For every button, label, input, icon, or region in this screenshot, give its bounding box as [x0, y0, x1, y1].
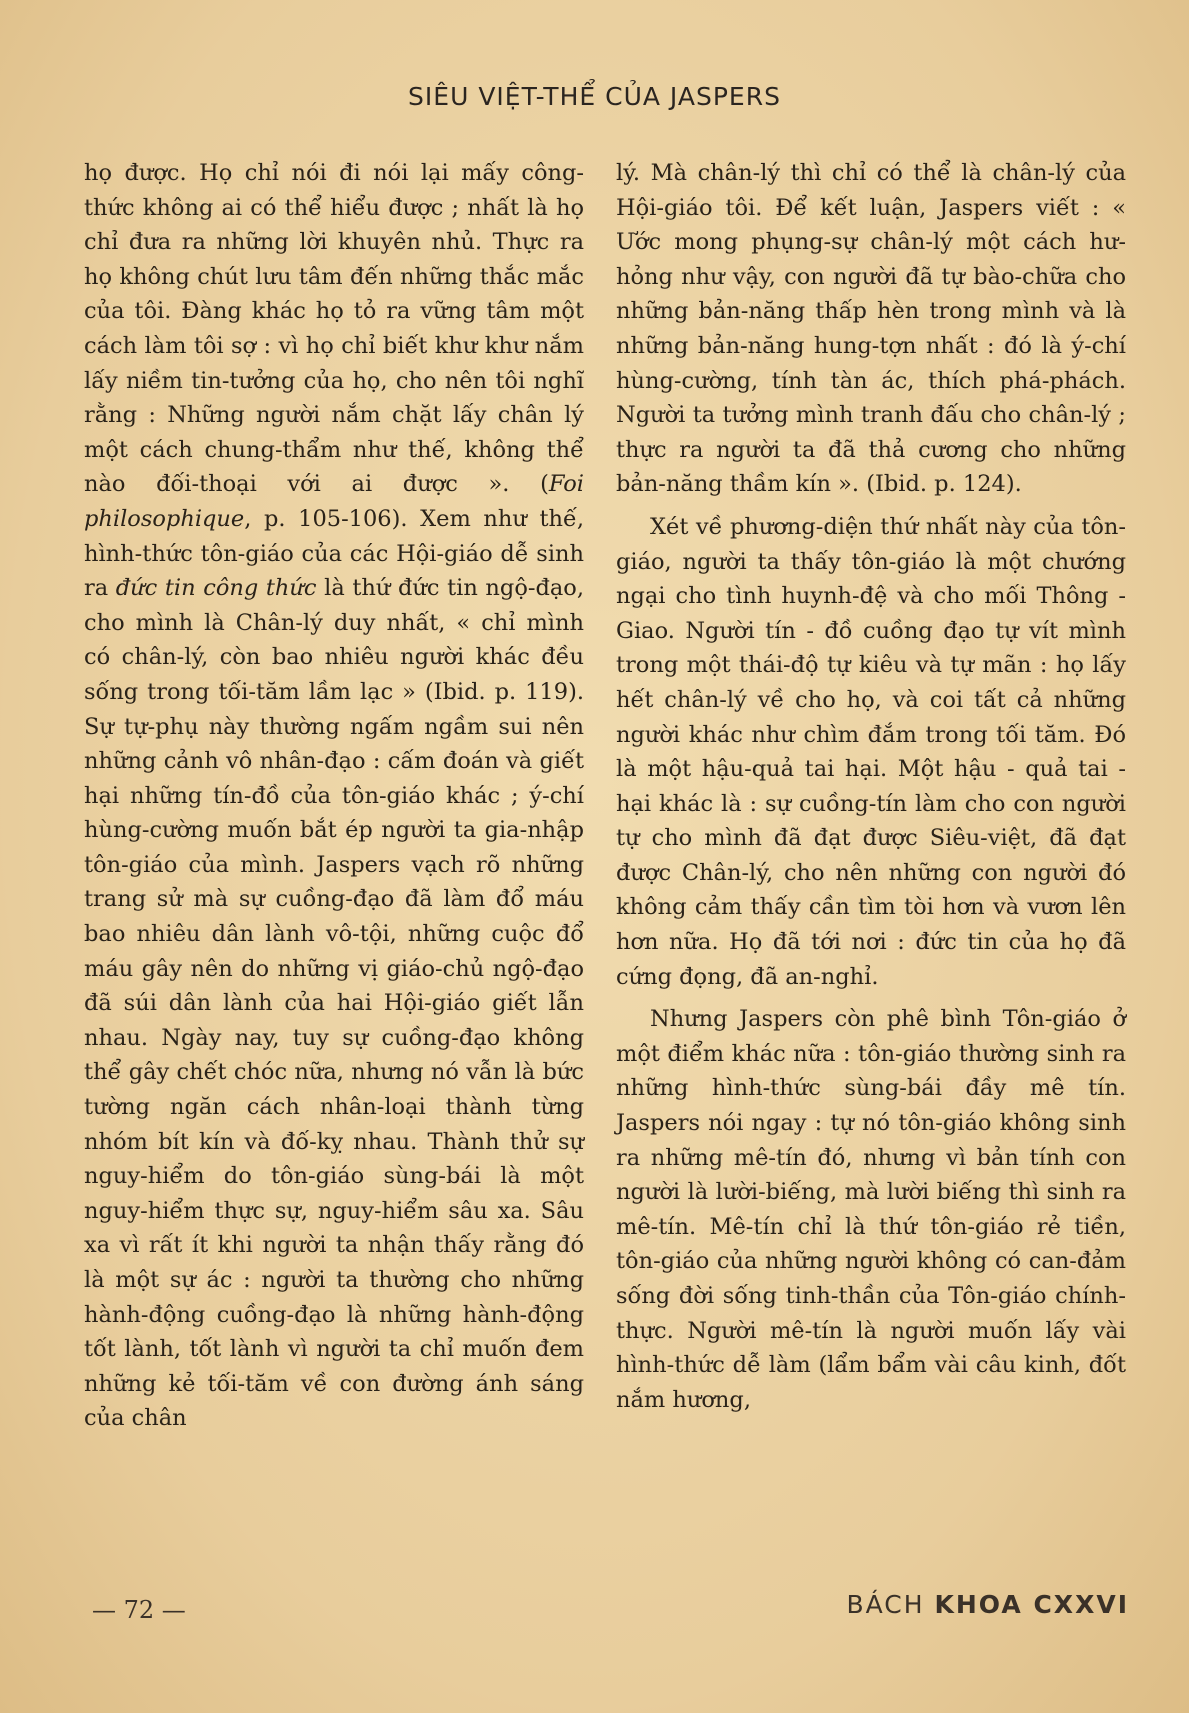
left-paragraph	[84, 156, 584, 1436]
italic-term: đức tin công thức	[115, 575, 317, 602]
left-text-mid: , p. 105-106). Xem như thế, hình-thức tôn-giáo của các Hội-giáo dễ sinh ra	[84, 505, 584, 602]
journal-name-part1: BÁCH	[846, 1590, 925, 1619]
cited-work-title: Foi philosophique	[84, 471, 584, 532]
right-paragraph-2: Xét về phương-diện thứ nhất này của tôn-giáo, người ta thấy tôn-giáo là một chướng ngại cho tình huynh-đệ và cho mối Thông - Giao. Người tín - đồ cuồng đạo tự vít mình trong một thái-độ tự kiêu và tự mãn : họ lấy hết chân-lý về cho họ, và coi tất cả những người khác như chìm đắm trong tối tăm. Đó là một hậu-quả tai hại. Một hậu - quả tai - hại khác là : sự cuồng-tín làm cho con người tự cho mình đã đạt được Siêu-việt, đã đạt được Chân-lý, cho nên những con người đó không cảm thấy cần tìm tòi hơn và vươn lên hơn nữa. Họ đã tới nơi : đức tin của họ đã cứng đọng, đã an-nghỉ.	[616, 513, 1126, 990]
left-text-lead: họ được. Họ chỉ nói đi nói lại mấy công-thức không ai có thể hiểu được ; nhất là họ chỉ đưa ra những lời khuyên nhủ. Thực ra họ không chút lưu tâm đến những thắc mắc của tôi. Đàng khác họ tỏ ra vững tâm một cách làm tôi sợ : vì họ chỉ biết khư khư nắm lấy niềm tin-tưởng của họ, cho nên tôi nghĩ rằng : Những người nắm chặt lấy chân lý một cách chung-thẩm như thế, không thể nào đối-thoại với ai được ». (	[84, 160, 584, 498]
journal-name	[846, 1590, 1129, 1619]
page-number: — 72 —	[92, 1596, 186, 1624]
left-column	[84, 156, 584, 1436]
running-title: SIÊU VIỆT-THỂ CỦA JASPERS	[408, 82, 781, 111]
left-text-tail: là thứ đức tin ngộ-đạo, cho mình là Chân-lý duy nhất, « chỉ mình có chân-lý, còn bao nhiêu người khác đều sống trong tối-tăm lầm lạc » (Ibid. p. 119). Sự tự-phụ này thường ngấm ngầm sui nên những cảnh vô nhân-đạo : cấm đoán và giết hại những tín-đồ của tôn-giáo khác ; ý-chí hùng-cường muốn bắt ép người ta gia-nhập tôn-giáo của mình. Jaspers vạch rõ những trang sử mà sự cuồng-đạo đã làm đổ máu bao nhiêu dân lành vô-tội, những cuộc đổ máu gây nên do những vị giáo-chủ ngộ-đạo đã súi dân lành của hai Hội-giáo giết lẫn nhau. Ngày nay, tuy sự cuồng-đạo không thể gây chết chóc nữa, nhưng nó vẫn là bức tường ngăn cách nhân-loại thành từng nhóm bít kín và đố-kỵ nhau. Thành thử sự nguy-hiểm do tôn-giáo sùng-bái là một nguy-hiểm thực sự, nguy-hiểm sâu xa. Sâu xa vì rất ít khi người ta nhận thấy rằng đó là một sự ác : người ta thường cho những hành-động cuồng-đạo là những hành-động tốt lành, tốt lành vì người ta chỉ muốn đem những kẻ tối-tăm về con đường ánh sáng của chân	[84, 575, 584, 1432]
right-column	[616, 156, 1126, 1417]
right-paragraph-1: lý. Mà chân-lý thì chỉ có thể là chân-lý của Hội-giáo tôi. Để kết luận, Jaspers viết : « Ước mong phụng-sự chân-lý một cách hư-hỏng như vậy, con người đã tự bào-chữa cho những bản-năng thấp hèn trong mình và là những bản-năng hung-tợn nhất : đó là ý-chí hùng-cường, tính tàn ác, thích phá-phách. Người ta tưởng mình tranh đấu cho chân-lý ; thực ra người ta đã thả cương cho những bản-năng thầm kín ». (Ibid. p. 124).	[616, 160, 1126, 498]
right-paragraph-3: Nhưng Jaspers còn phê bình Tôn-giáo ở một điểm khác nữa : tôn-giáo thường sinh ra những hình-thức sùng-bái đầy mê tín. Jaspers nói ngay : tự nó tôn-giáo không sinh ra những mê-tín đó, nhưng vì bản tính con người là lười-biếng, mà lười biếng thì sinh ra mê-tín. Mê-tín chỉ là thứ tôn-giáo rẻ tiền, tôn-giáo của những người không có can-đảm sống đời sống tinh-thần của Tôn-giáo chính-thực. Người mê-tín là người muốn lấy vài hình-thức dễ làm (lẩm bẩm vài câu kinh, đốt nắm hương,	[616, 1006, 1126, 1413]
journal-name-part2: KHOA CXXVI	[934, 1590, 1129, 1619]
